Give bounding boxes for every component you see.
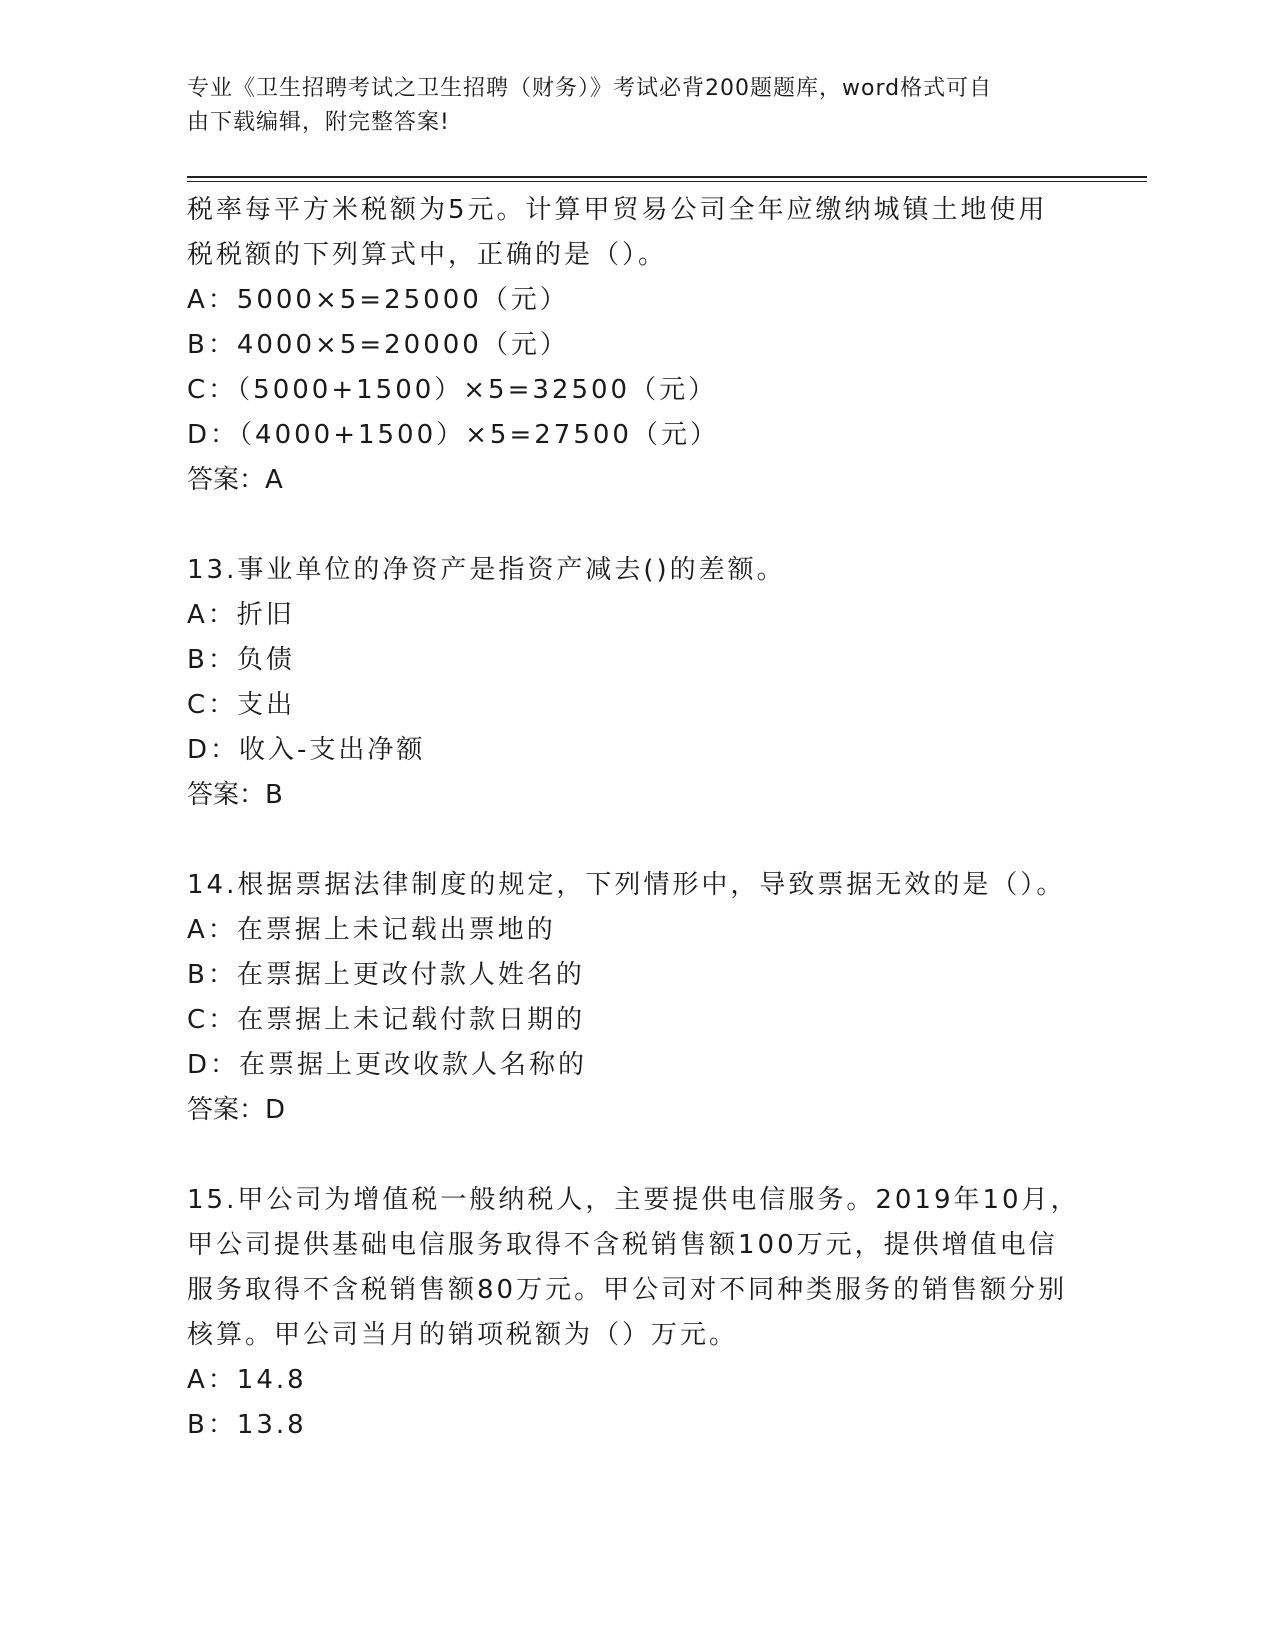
question-12 bbox=[187, 188, 1087, 503]
option-b: B：4000×5=20000（元） bbox=[187, 330, 569, 360]
option-c: C：（5000+1500）×5=32500（元） bbox=[187, 375, 718, 405]
question-13 bbox=[187, 548, 1087, 818]
question-stem-line: 服务取得不含税销售额80万元。甲公司对不同种类服务的销售额分别 bbox=[187, 1275, 1068, 1305]
answer: 答案：A bbox=[187, 465, 283, 495]
spacer bbox=[187, 1133, 1087, 1178]
document-header bbox=[187, 72, 1067, 140]
question-stem-line: 甲公司提供基础电信服务取得不含税销售额100万元，提供增值电信 bbox=[187, 1230, 1058, 1260]
question-stem-line: 税税额的下列算式中，正确的是（）。 bbox=[187, 240, 668, 270]
question-14 bbox=[187, 863, 1087, 1133]
question-stem-line: 14.根据票据法律制度的规定，下列情形中，导致票据无效的是（）。 bbox=[187, 870, 1066, 900]
option-d: D：（4000+1500）×5=27500（元） bbox=[187, 420, 719, 450]
question-stem-line: 15.甲公司为增值税一般纳税人，主要提供电信服务。2019年10月， bbox=[187, 1185, 1080, 1215]
option-a: A：5000×5=25000（元） bbox=[187, 285, 569, 315]
option-d: D：在票据上更改收款人名称的 bbox=[187, 1050, 588, 1080]
answer: 答案：D bbox=[187, 1095, 286, 1125]
option-d: D：收入-支出净额 bbox=[187, 735, 426, 765]
option-b: B：在票据上更改付款人姓名的 bbox=[187, 960, 585, 990]
header-line-1: 专业《卫生招聘考试之卫生招聘（财务）》考试必背200题题库，word格式可自 bbox=[187, 76, 993, 101]
option-c: C：支出 bbox=[187, 690, 296, 720]
option-b: B：13.8 bbox=[187, 1410, 307, 1440]
question-15 bbox=[187, 1178, 1087, 1448]
question-stem-line: 税率每平方米税额为5元。计算甲贸易公司全年应缴纳城镇土地使用 bbox=[187, 195, 1048, 225]
question-content bbox=[187, 188, 1087, 1448]
option-a: A：14.8 bbox=[187, 1365, 307, 1395]
question-stem-line: 13.事业单位的净资产是指资产减去()的差额。 bbox=[187, 555, 786, 585]
option-a: A：折旧 bbox=[187, 600, 295, 630]
option-c: C：在票据上未记载付款日期的 bbox=[187, 1005, 586, 1035]
option-b: B：负债 bbox=[187, 645, 295, 675]
answer: 答案：B bbox=[187, 780, 283, 810]
option-a: A：在票据上未记载出票地的 bbox=[187, 915, 556, 945]
spacer bbox=[187, 503, 1087, 548]
header-rule-thick bbox=[187, 176, 1147, 178]
header-rule-thin bbox=[187, 181, 1147, 182]
spacer bbox=[187, 818, 1087, 863]
question-stem-line: 核算。甲公司当月的销项税额为（）万元。 bbox=[187, 1320, 739, 1350]
header-line-2: 由下载编辑，附完整答案! bbox=[187, 110, 450, 135]
